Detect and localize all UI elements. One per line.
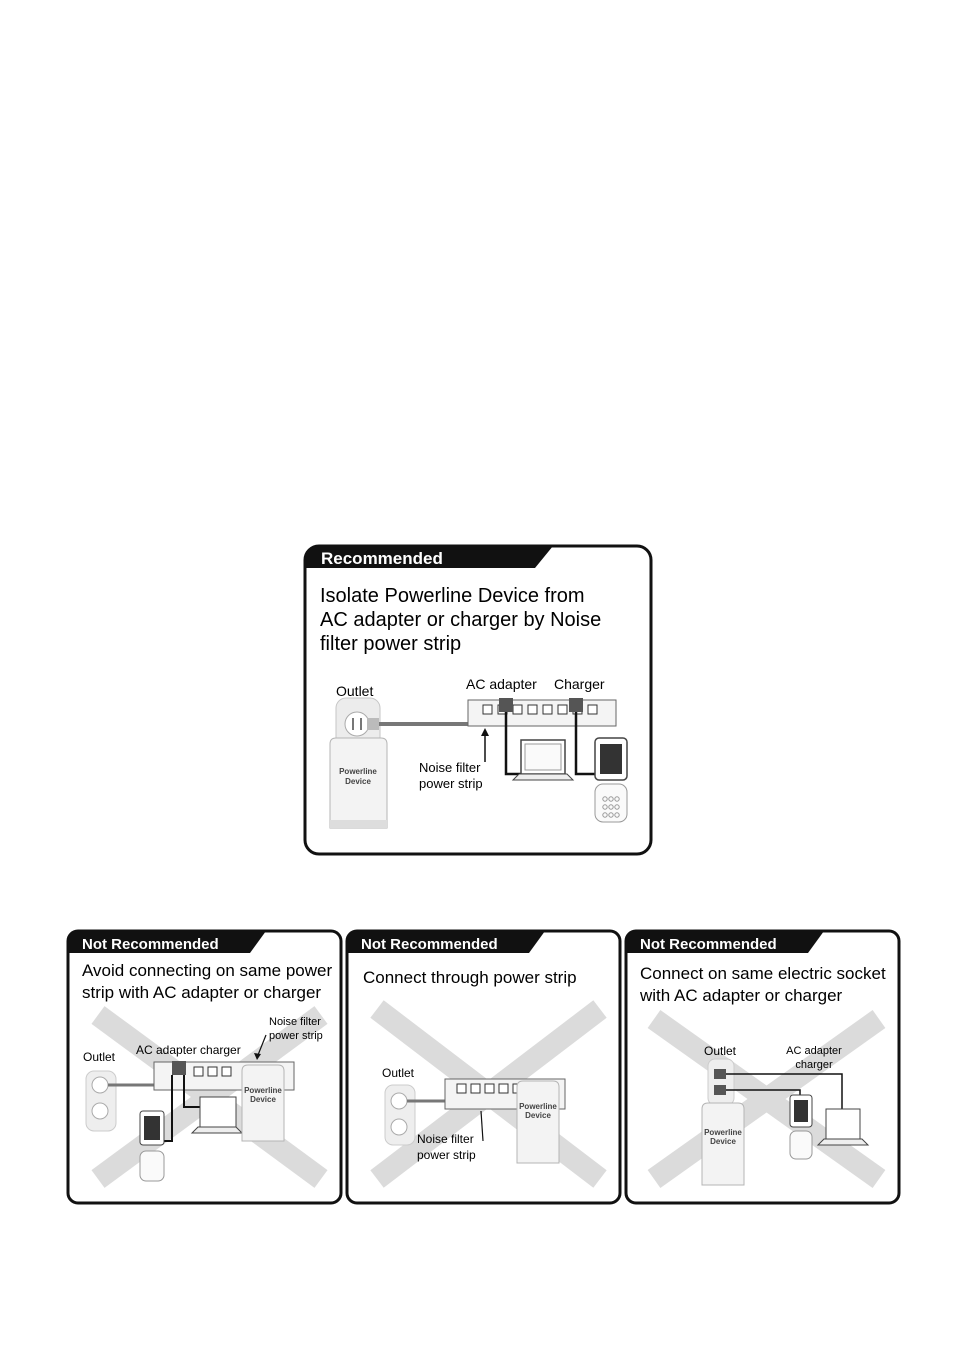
noise-filter-label-line-1: Noise filter (269, 1016, 321, 1028)
laptop-icon (192, 1097, 242, 1133)
powerline-device-label-line-2: Device (250, 1095, 276, 1104)
panel-1-heading-line-2: strip with AC adapter or charger (82, 983, 322, 1002)
charger-label: Charger (554, 676, 605, 692)
ac-adapter-label-line-1: AC adapter (786, 1045, 842, 1057)
powerline-device-label-line-2: Device (345, 777, 371, 786)
outlet-label: Outlet (704, 1044, 737, 1058)
outlet-label: Outlet (83, 1050, 116, 1064)
not-recommended-badge-2: Not Recommended (361, 936, 498, 953)
outlet-icon (385, 1085, 415, 1145)
recommended-panel (303, 544, 653, 856)
noise-filter-label-line-2: power strip (417, 1148, 476, 1162)
powerline-device-label-line-1: Powerline (519, 1102, 557, 1111)
not-recommended-panel-1 (66, 929, 343, 1205)
recommended-heading-line-2: AC adapter or charger by Noise (320, 609, 602, 631)
noise-filter-label-line-1: Noise filter (419, 760, 481, 775)
outlet-label: Outlet (336, 683, 374, 699)
not-recommended-badge-3: Not Recommended (640, 936, 777, 953)
ac-adapter-label: AC adapter (466, 676, 537, 692)
outlet-label: Outlet (382, 1066, 415, 1080)
noise-filter-label-line-1: Noise filter (417, 1132, 474, 1146)
laptop-icon (513, 740, 573, 780)
noise-filter-label-line-2: power strip (419, 776, 483, 791)
not-recommended-panel-2 (345, 929, 622, 1205)
outlet-icon (708, 1059, 734, 1105)
panel-3-heading-line-1: Connect on same electric socket (640, 964, 886, 983)
noise-filter-label-line-2: power strip (269, 1030, 323, 1042)
panel-3-heading-line-2: with AC adapter or charger (640, 986, 843, 1005)
laptop-icon (818, 1109, 868, 1145)
ac-adapter-charger-label: AC adapter charger (136, 1043, 241, 1057)
recommended-heading-line-1: Isolate Powerline Device from (320, 585, 585, 607)
recommended-heading-line-3: filter power strip (320, 633, 462, 655)
not-recommended-badge-1: Not Recommended (82, 936, 219, 953)
powerline-device-label-line-1: Powerline (339, 767, 377, 776)
panel-2-heading-line-1: Connect through power strip (363, 968, 577, 987)
powerline-device-label-line-1: Powerline (704, 1128, 742, 1137)
ac-adapter-label-line-2: charger (795, 1059, 833, 1071)
not-recommended-panel-3 (624, 929, 901, 1205)
phone-icon (595, 738, 627, 822)
powerline-device-label-line-2: Device (710, 1137, 736, 1146)
recommended-badge: Recommended (321, 549, 443, 568)
panel-1-heading-line-1: Avoid connecting on same power (82, 961, 333, 980)
noise-filter-power-strip-icon (468, 698, 616, 726)
powerline-device-icon (517, 1081, 559, 1163)
phone-icon (790, 1095, 812, 1159)
outlet-icon (86, 1071, 116, 1131)
powerline-device-label-line-1: Powerline (244, 1086, 282, 1095)
powerline-device-label-line-2: Device (525, 1111, 551, 1120)
